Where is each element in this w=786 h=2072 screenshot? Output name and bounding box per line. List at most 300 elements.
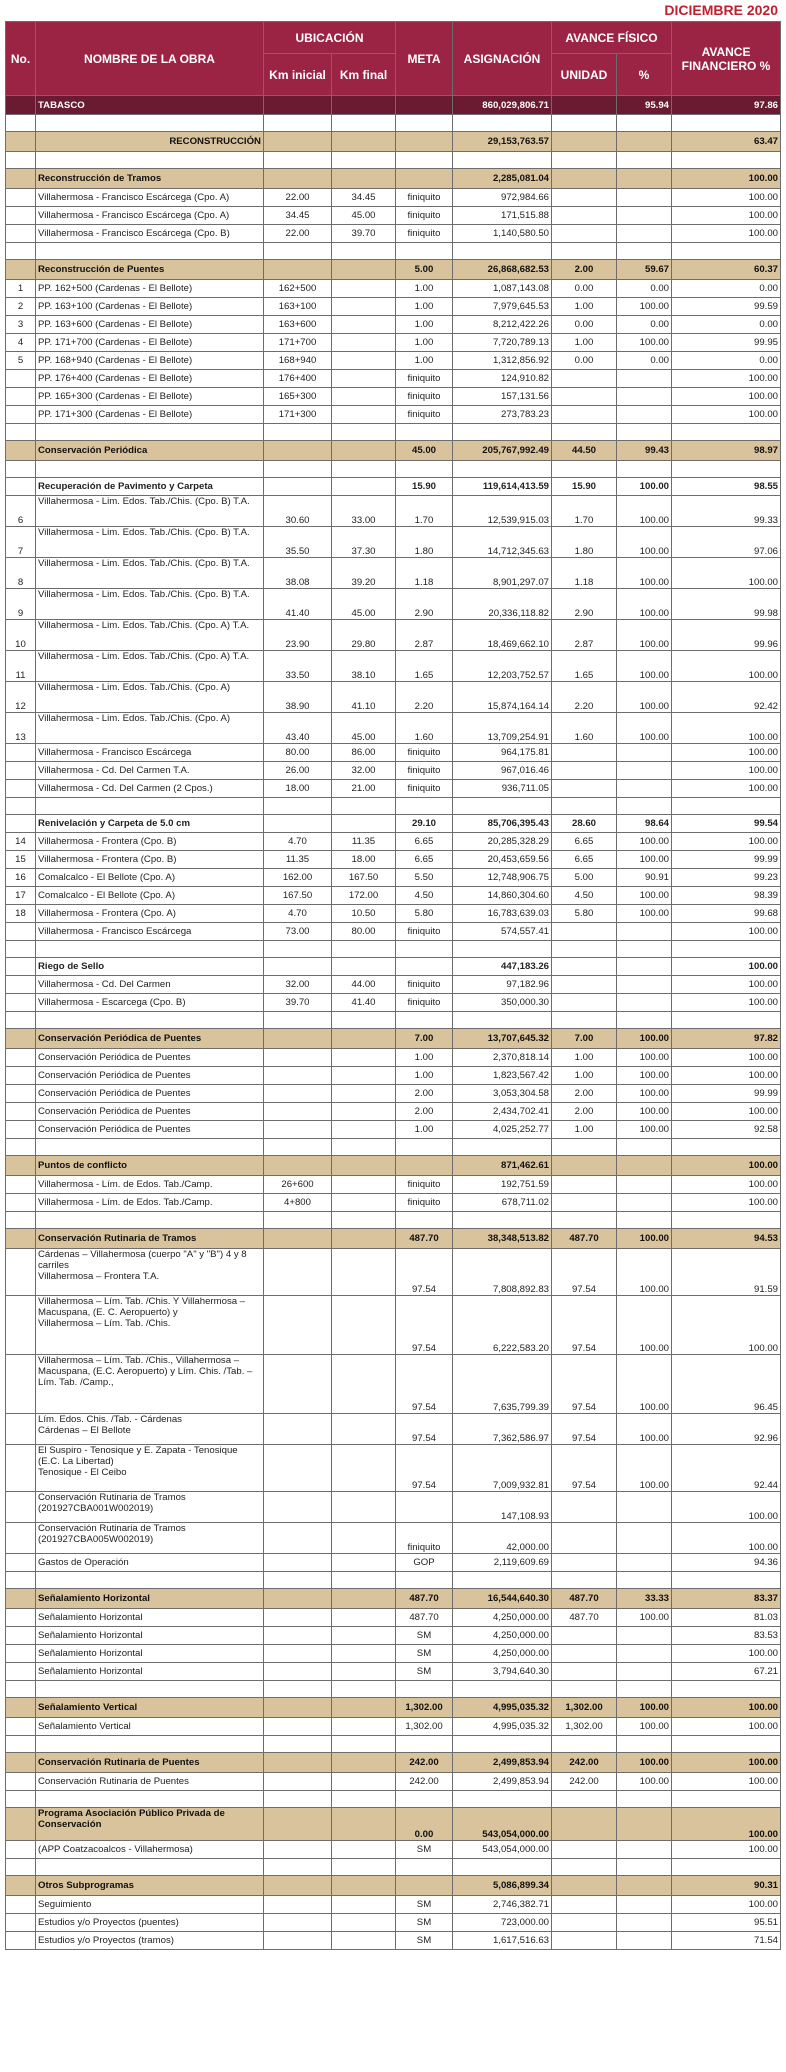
- header-avance-financiero: AVANCE FINANCIERO %: [672, 22, 781, 96]
- cell-avance-financiero: 97.82: [672, 1029, 781, 1049]
- cell-km-inicial: [264, 1718, 332, 1736]
- cell-no: [6, 1773, 36, 1791]
- cell-avance-financiero: 97.86: [672, 96, 781, 115]
- cell-unidad: 487.70: [552, 1589, 617, 1609]
- cell-unidad: 1.65: [552, 651, 617, 682]
- cell-pct: 100.00: [617, 1049, 672, 1067]
- cell-km-inicial: 171+300: [264, 406, 332, 424]
- cell-meta: [396, 958, 453, 976]
- empty-cell: [617, 1791, 672, 1808]
- cell-pct: 100.00: [617, 1355, 672, 1414]
- cell-pct: 100.00: [617, 1296, 672, 1355]
- cell-meta: 1.00: [396, 1049, 453, 1067]
- cell-km-final: [332, 1773, 396, 1791]
- cell-pct: 100.00: [617, 682, 672, 713]
- cell-unidad: [552, 207, 617, 225]
- cell-km-inicial: [264, 1896, 332, 1914]
- cell-avance-financiero: 99.99: [672, 851, 781, 869]
- cell-no: [6, 762, 36, 780]
- cell-unidad: 487.70: [552, 1229, 617, 1249]
- cell-km-final: [332, 1932, 396, 1950]
- cell-pct: [617, 923, 672, 941]
- empty-cell: [672, 424, 781, 441]
- empty-cell: [453, 115, 552, 132]
- table-row: [6, 887, 781, 905]
- cell-nombre: Comalcalco - El Bellote (Cpo. A): [36, 869, 264, 887]
- cell-asignacion: 723,000.00: [453, 1914, 552, 1932]
- cell-pct: 98.64: [617, 815, 672, 833]
- cell-meta: 2.00: [396, 1103, 453, 1121]
- empty-cell: [453, 243, 552, 260]
- table-row: [6, 1296, 781, 1355]
- cell-unidad: [552, 189, 617, 207]
- cell-km-final: 37.30: [332, 527, 396, 558]
- cell-nombre: PP. 168+940 (Cardenas - El Bellote): [36, 352, 264, 370]
- cell-avance-financiero: 100.00: [672, 976, 781, 994]
- cell-pct: 100.00: [617, 1085, 672, 1103]
- cell-meta: 1.65: [396, 651, 453, 682]
- empty-cell: [672, 243, 781, 260]
- cell-meta: 1.80: [396, 527, 453, 558]
- cell-avance-financiero: 99.95: [672, 334, 781, 352]
- cell-no: 11: [6, 651, 36, 682]
- cell-pct: 99.43: [617, 441, 672, 461]
- cell-no: 2: [6, 298, 36, 316]
- cell-avance-financiero: 100.00: [672, 833, 781, 851]
- cell-no: [6, 1876, 36, 1896]
- table-row: [6, 958, 781, 976]
- cell-avance-financiero: 100.00: [672, 1049, 781, 1067]
- cell-meta: [396, 1156, 453, 1176]
- cell-nombre: Señalamiento Horizontal: [36, 1627, 264, 1645]
- empty-cell: [453, 1681, 552, 1698]
- cell-no: [6, 1589, 36, 1609]
- cell-avance-financiero: 100.00: [672, 1896, 781, 1914]
- cell-km-final: [332, 260, 396, 280]
- spacer-row: [6, 1859, 781, 1876]
- cell-pct: 100.00: [617, 558, 672, 589]
- cell-avance-financiero: 83.37: [672, 1589, 781, 1609]
- cell-km-final: [332, 1896, 396, 1914]
- cell-meta: 1,302.00: [396, 1698, 453, 1718]
- cell-nombre: Puntos de conflicto: [36, 1156, 264, 1176]
- section-row: [6, 1753, 781, 1773]
- cell-meta: finiquito: [396, 370, 453, 388]
- cell-km-final: [332, 815, 396, 833]
- cell-pct: [617, 994, 672, 1012]
- cell-km-final: 33.00: [332, 496, 396, 527]
- section-row: [6, 1876, 781, 1896]
- cell-asignacion: 2,499,853.94: [453, 1773, 552, 1791]
- cell-unidad: [552, 1156, 617, 1176]
- cell-meta: SM: [396, 1896, 453, 1914]
- table-row: [6, 1492, 781, 1523]
- cell-no: [6, 1914, 36, 1932]
- cell-nombre: Otros Subprogramas: [36, 1876, 264, 1896]
- empty-cell: [264, 798, 332, 815]
- table-row: [6, 1194, 781, 1212]
- cell-avance-financiero: 94.53: [672, 1229, 781, 1249]
- cell-asignacion: 2,746,382.71: [453, 1896, 552, 1914]
- cell-no: [6, 1029, 36, 1049]
- cell-asignacion: 14,712,345.63: [453, 527, 552, 558]
- report-period: DICIEMBRE 2020: [664, 2, 778, 18]
- empty-cell: [672, 1012, 781, 1029]
- cell-no: [6, 1554, 36, 1572]
- cell-avance-financiero: 100.00: [672, 189, 781, 207]
- cell-pct: 33.33: [617, 1589, 672, 1609]
- cell-km-inicial: 41.40: [264, 589, 332, 620]
- cell-nombre: Cárdenas – Villahermosa (cuerpo "A" y "B") 4 y 8 carriles Villahermosa – Frontera T.A.: [36, 1249, 264, 1296]
- cell-nombre: Villahermosa - Lim. Edos. Tab./Chis. (Cpo. B) T.A.: [36, 527, 264, 558]
- cell-no: [6, 1492, 36, 1523]
- empty-cell: [552, 941, 617, 958]
- cell-no: [6, 406, 36, 424]
- empty-cell: [396, 941, 453, 958]
- cell-avance-financiero: 99.99: [672, 1085, 781, 1103]
- cell-no: [6, 132, 36, 152]
- cell-no: [6, 1808, 36, 1841]
- cell-km-final: 18.00: [332, 851, 396, 869]
- table-row: [6, 496, 781, 527]
- cell-pct: 100.00: [617, 1718, 672, 1736]
- cell-km-final: [332, 1753, 396, 1773]
- empty-cell: [36, 1139, 264, 1156]
- cell-nombre: (APP Coatzacoalcos - Villahermosa): [36, 1841, 264, 1859]
- cell-meta: 1.60: [396, 713, 453, 744]
- cell-asignacion: 4,995,035.32: [453, 1718, 552, 1736]
- empty-cell: [552, 1139, 617, 1156]
- cell-nombre: Villahermosa - Cd. Del Carmen: [36, 976, 264, 994]
- cell-nombre: Gastos de Operación: [36, 1554, 264, 1572]
- cell-asignacion: 2,119,609.69: [453, 1554, 552, 1572]
- cell-meta: SM: [396, 1914, 453, 1932]
- cell-nombre: Conservación Periódica de Puentes: [36, 1121, 264, 1139]
- empty-cell: [264, 152, 332, 169]
- empty-cell: [36, 1012, 264, 1029]
- cell-pct: [617, 1492, 672, 1523]
- cell-km-inicial: 32.00: [264, 976, 332, 994]
- spacer-row: [6, 798, 781, 815]
- cell-no: 16: [6, 869, 36, 887]
- cell-no: [6, 441, 36, 461]
- empty-cell: [36, 424, 264, 441]
- cell-km-final: [332, 1067, 396, 1085]
- cell-km-final: [332, 1523, 396, 1554]
- empty-cell: [552, 798, 617, 815]
- cell-km-inicial: [264, 1492, 332, 1523]
- cell-unidad: 2.00: [552, 1103, 617, 1121]
- cell-no: [6, 780, 36, 798]
- cell-no: [6, 1121, 36, 1139]
- cell-asignacion: 1,823,567.42: [453, 1067, 552, 1085]
- cell-meta: finiquito: [396, 762, 453, 780]
- table-row: [6, 298, 781, 316]
- cell-asignacion: 543,054,000.00: [453, 1808, 552, 1841]
- empty-cell: [36, 1212, 264, 1229]
- empty-cell: [672, 1791, 781, 1808]
- cell-km-inicial: [264, 1355, 332, 1414]
- empty-cell: [396, 1681, 453, 1698]
- cell-km-final: [332, 1841, 396, 1859]
- cell-avance-financiero: 67.21: [672, 1663, 781, 1681]
- empty-cell: [672, 1681, 781, 1698]
- cell-nombre: Recuperación de Pavimento y Carpeta: [36, 478, 264, 496]
- cell-km-inicial: 26.00: [264, 762, 332, 780]
- cell-pct: [617, 976, 672, 994]
- cell-unidad: [552, 169, 617, 189]
- table-row: [6, 1049, 781, 1067]
- cell-pct: 100.00: [617, 713, 672, 744]
- cell-unidad: 1.00: [552, 1049, 617, 1067]
- cell-km-final: 80.00: [332, 923, 396, 941]
- table-row: [6, 280, 781, 298]
- cell-unidad: 97.54: [552, 1296, 617, 1355]
- table-row: [6, 620, 781, 651]
- spacer-row: [6, 115, 781, 132]
- cell-km-inicial: 11.35: [264, 851, 332, 869]
- cell-avance-financiero: 99.96: [672, 620, 781, 651]
- cell-asignacion: 157,131.56: [453, 388, 552, 406]
- cell-asignacion: 2,285,081.04: [453, 169, 552, 189]
- cell-asignacion: 2,499,853.94: [453, 1753, 552, 1773]
- table-body: [6, 96, 781, 1950]
- cell-asignacion: 26,868,682.53: [453, 260, 552, 280]
- empty-cell: [36, 115, 264, 132]
- cell-nombre: Comalcalco - El Bellote (Cpo. A): [36, 887, 264, 905]
- cell-unidad: [552, 370, 617, 388]
- cell-meta: 2.90: [396, 589, 453, 620]
- cell-pct: [617, 169, 672, 189]
- cell-pct: [617, 1176, 672, 1194]
- spacer-row: [6, 941, 781, 958]
- cell-avance-financiero: 100.00: [672, 1194, 781, 1212]
- cell-pct: 100.00: [617, 1609, 672, 1627]
- cell-asignacion: 14,860,304.60: [453, 887, 552, 905]
- cell-unidad: [552, 1523, 617, 1554]
- cell-asignacion: 7,635,799.39: [453, 1355, 552, 1414]
- cell-km-inicial: [264, 1914, 332, 1932]
- cell-no: [6, 1249, 36, 1296]
- table-row: [6, 905, 781, 923]
- cell-unidad: [552, 132, 617, 152]
- cell-nombre: Conservación Periódica de Puentes: [36, 1067, 264, 1085]
- cell-km-final: [332, 1627, 396, 1645]
- cell-avance-financiero: 100.00: [672, 1718, 781, 1736]
- cell-meta: finiquito: [396, 1176, 453, 1194]
- cell-no: [6, 1355, 36, 1414]
- cell-nombre: Villahermosa - Lim. Edos. Tab./Chis. (Cpo. A): [36, 682, 264, 713]
- cell-meta: finiquito: [396, 994, 453, 1012]
- cell-unidad: 242.00: [552, 1773, 617, 1791]
- table-row: [6, 1645, 781, 1663]
- spacer-row: [6, 1572, 781, 1589]
- cell-unidad: 1.00: [552, 1067, 617, 1085]
- cell-km-inicial: [264, 1445, 332, 1492]
- cell-km-final: 38.10: [332, 651, 396, 682]
- empty-cell: [6, 1736, 36, 1753]
- cell-pct: 100.00: [617, 1249, 672, 1296]
- cell-unidad: [552, 388, 617, 406]
- cell-nombre: Villahermosa - Frontera (Cpo. B): [36, 851, 264, 869]
- empty-cell: [672, 461, 781, 478]
- cell-km-inicial: [264, 1067, 332, 1085]
- cell-pct: [617, 1914, 672, 1932]
- cell-avance-financiero: 100.00: [672, 923, 781, 941]
- empty-cell: [672, 1572, 781, 1589]
- empty-cell: [672, 1212, 781, 1229]
- cell-avance-financiero: 100.00: [672, 558, 781, 589]
- cell-km-final: [332, 1718, 396, 1736]
- cell-meta: [396, 1492, 453, 1523]
- table-row: [6, 1773, 781, 1791]
- cell-km-inicial: [264, 1554, 332, 1572]
- cell-nombre: Villahermosa - Francisco Escárcega (Cpo. B): [36, 225, 264, 243]
- cell-no: [6, 994, 36, 1012]
- cell-nombre: Villahermosa - Cd. Del Carmen T.A.: [36, 762, 264, 780]
- table-row: [6, 851, 781, 869]
- cell-asignacion: 29,153,763.57: [453, 132, 552, 152]
- cell-pct: 100.00: [617, 905, 672, 923]
- cell-avance-financiero: 100.00: [672, 388, 781, 406]
- cell-nombre: Villahermosa - Frontera (Cpo. A): [36, 905, 264, 923]
- cell-nombre: Lím. Edos. Chis. /Tab. - Cárdenas Cárdenas – El Bellote: [36, 1414, 264, 1445]
- cell-km-final: [332, 316, 396, 334]
- cell-meta: SM: [396, 1841, 453, 1859]
- cell-km-final: [332, 1121, 396, 1139]
- cell-nombre: Estudios y/o Proyectos (puentes): [36, 1914, 264, 1932]
- empty-cell: [617, 1859, 672, 1876]
- empty-cell: [552, 461, 617, 478]
- header-avance-fisico: AVANCE FÍSICO: [552, 22, 672, 54]
- cell-pct: 100.00: [617, 1445, 672, 1492]
- cell-unidad: [552, 225, 617, 243]
- cell-meta: finiquito: [396, 976, 453, 994]
- cell-km-final: 86.00: [332, 744, 396, 762]
- cell-km-final: 39.70: [332, 225, 396, 243]
- cell-unidad: 2.00: [552, 260, 617, 280]
- empty-cell: [453, 1791, 552, 1808]
- section-row: [6, 132, 781, 152]
- cell-unidad: [552, 744, 617, 762]
- cell-nombre: Villahermosa – Lím. Tab. /Chis. Y Villahermosa – Macuspana, (E. C. Aeropuerto) y Villahermosa – Lím. Tab. /Chis.: [36, 1296, 264, 1355]
- cell-km-final: [332, 406, 396, 424]
- cell-no: [6, 1445, 36, 1492]
- cell-unidad: 1.00: [552, 1121, 617, 1139]
- cell-no: [6, 1067, 36, 1085]
- cell-meta: 2.20: [396, 682, 453, 713]
- cell-km-final: [332, 1808, 396, 1841]
- cell-pct: 100.00: [617, 334, 672, 352]
- cell-km-inicial: 34.45: [264, 207, 332, 225]
- cell-km-inicial: 38.90: [264, 682, 332, 713]
- cell-km-final: [332, 1609, 396, 1627]
- cell-pct: [617, 207, 672, 225]
- cell-avance-financiero: 100.00: [672, 370, 781, 388]
- cell-meta: SM: [396, 1663, 453, 1681]
- cell-no: 8: [6, 558, 36, 589]
- empty-cell: [332, 941, 396, 958]
- empty-cell: [453, 1572, 552, 1589]
- cell-asignacion: 171,515.88: [453, 207, 552, 225]
- cell-avance-financiero: 100.00: [672, 1753, 781, 1773]
- cell-unidad: 7.00: [552, 1029, 617, 1049]
- empty-cell: [453, 798, 552, 815]
- table-row: [6, 833, 781, 851]
- cell-asignacion: 1,140,580.50: [453, 225, 552, 243]
- cell-no: [6, 207, 36, 225]
- cell-km-inicial: [264, 169, 332, 189]
- cell-meta: 7.00: [396, 1029, 453, 1049]
- cell-avance-financiero: 100.00: [672, 1103, 781, 1121]
- cell-km-final: 45.00: [332, 589, 396, 620]
- cell-asignacion: 860,029,806.71: [453, 96, 552, 115]
- cell-km-inicial: 162+500: [264, 280, 332, 298]
- cell-meta: 487.70: [396, 1589, 453, 1609]
- cell-unidad: [552, 1896, 617, 1914]
- cell-nombre: Renivelación y Carpeta de 5.0 cm: [36, 815, 264, 833]
- empty-cell: [672, 941, 781, 958]
- cell-unidad: 2.87: [552, 620, 617, 651]
- table-header: [6, 22, 781, 96]
- cell-km-inicial: 176+400: [264, 370, 332, 388]
- empty-cell: [6, 1681, 36, 1698]
- empty-cell: [453, 461, 552, 478]
- cell-avance-financiero: 83.53: [672, 1627, 781, 1645]
- cell-km-inicial: 26+600: [264, 1176, 332, 1194]
- cell-avance-financiero: 100.00: [672, 1176, 781, 1194]
- cell-asignacion: 7,362,586.97: [453, 1414, 552, 1445]
- cell-avance-financiero: 100.00: [672, 651, 781, 682]
- cell-unidad: [552, 1176, 617, 1194]
- cell-avance-financiero: 100.00: [672, 1067, 781, 1085]
- table-row: [6, 1932, 781, 1950]
- cell-km-inicial: [264, 1523, 332, 1554]
- cell-unidad: 1.60: [552, 713, 617, 744]
- cell-avance-financiero: 100.00: [672, 958, 781, 976]
- cell-meta: 5.50: [396, 869, 453, 887]
- table-row: [6, 1609, 781, 1627]
- table-row: [6, 682, 781, 713]
- cell-km-final: [332, 1156, 396, 1176]
- empty-cell: [332, 243, 396, 260]
- cell-avance-financiero: 97.06: [672, 527, 781, 558]
- cell-meta: finiquito: [396, 207, 453, 225]
- cell-no: [6, 370, 36, 388]
- empty-cell: [617, 461, 672, 478]
- cell-asignacion: 192,751.59: [453, 1176, 552, 1194]
- cell-avance-financiero: 99.33: [672, 496, 781, 527]
- cell-avance-financiero: 100.00: [672, 169, 781, 189]
- cell-no: 14: [6, 833, 36, 851]
- cell-km-inicial: 22.00: [264, 189, 332, 207]
- cell-no: [6, 1718, 36, 1736]
- cell-asignacion: 5,086,899.34: [453, 1876, 552, 1896]
- cell-km-final: [332, 1492, 396, 1523]
- cell-km-inicial: 23.90: [264, 620, 332, 651]
- cell-km-final: [332, 298, 396, 316]
- cell-unidad: 4.50: [552, 887, 617, 905]
- cell-unidad: 242.00: [552, 1753, 617, 1773]
- cell-km-final: [332, 1355, 396, 1414]
- empty-cell: [264, 424, 332, 441]
- cell-avance-financiero: 100.00: [672, 713, 781, 744]
- cell-meta: SM: [396, 1627, 453, 1645]
- cell-asignacion: 3,794,640.30: [453, 1663, 552, 1681]
- cell-avance-financiero: 60.37: [672, 260, 781, 280]
- cell-asignacion: 972,984.66: [453, 189, 552, 207]
- cell-nombre: Seguimiento: [36, 1896, 264, 1914]
